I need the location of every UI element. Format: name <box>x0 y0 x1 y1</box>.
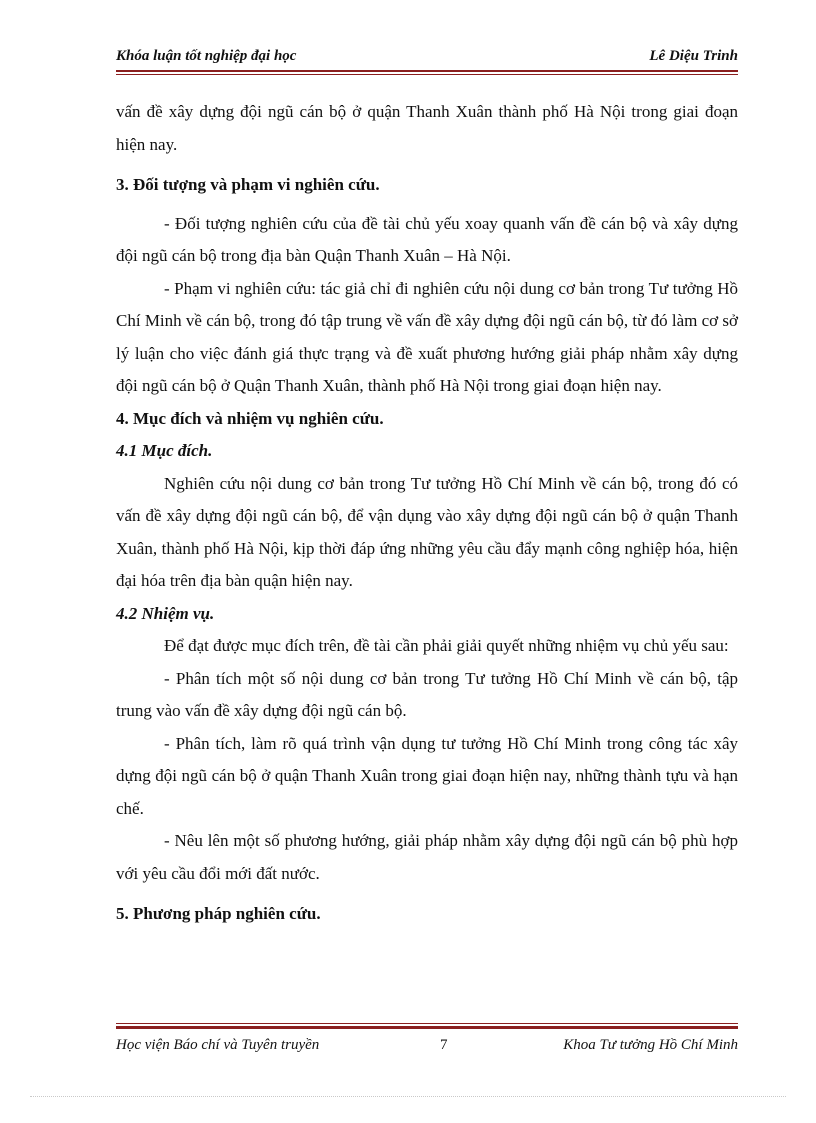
footer-faculty: Khoa Tư tưởng Hồ Chí Minh <box>563 1037 738 1053</box>
page-header <box>116 48 738 70</box>
heading-section-4-1: 4.1 Mục đích. <box>116 441 213 460</box>
paragraph-task-1: - Phân tích một số nội dung cơ bản trong Tư tưởng Hồ Chí Minh về cán bộ, tập trung vào vấn đề xây dựng đội ngũ cán bộ. <box>116 668 738 720</box>
header-rule-thin <box>116 74 738 75</box>
heading-section-4-2: 4.2 Nhiệm vụ. <box>116 603 215 623</box>
page-number: 7 <box>440 1037 448 1053</box>
paragraph-purpose: Nghiên cứu nội dung cơ bản trong Tư tưởng Hồ Chí Minh về cán bộ, trong đó có vấn đề xây dựng đội ngũ cán bộ, để vận dụng vào xây dựng đội ngũ cán bộ ở quận Thanh Xuân, thành phố Hà Nội, kịp thời đáp ứng những yêu cầu đẩy mạnh công nghiệp hóa, hiện đại hóa trên địa bàn quận hiện nay. <box>116 473 738 590</box>
paragraph-intro-continued: vấn đề xây dựng đội ngũ cán bộ ở quận Thanh Xuân thành phố Hà Nội trong giai đoạn hiện nay. <box>116 102 738 154</box>
paragraph-task-3: - Nêu lên một số phương hướng, giải pháp nhằm xây dựng đội ngũ cán bộ phù hợp với yêu cầu đổi mới đất nước. <box>116 831 738 883</box>
paragraph-tasks-intro: Để đạt được mục đích trên, đề tài cần phải giải quyết những nhiệm vụ chủ yếu sau: <box>164 636 729 655</box>
footer-rule-thin <box>116 1023 738 1024</box>
page-break-divider <box>30 1096 786 1097</box>
heading-section-5: 5. Phương pháp nghiên cứu. <box>116 904 321 923</box>
paragraph-research-scope: - Phạm vi nghiên cứu: tác giả chỉ đi nghiên cứu nội dung cơ bản trong Tư tưởng Hồ Chí Minh về cán bộ, trong đó tập trung về vấn đề xây dựng đội ngũ cán bộ, từ đó làm cơ sở lý luận cho việc đánh giá thực trạng và đề xuất phương hướng giải pháp nhằm xây dựng đội ngũ cán bộ ở Quận Thanh Xuân, thành phố Hà Nội trong giai đoạn hiện nay. <box>116 278 738 395</box>
footer-rule <box>116 1026 738 1029</box>
paragraph-task-2: - Phân tích, làm rõ quá trình vận dụng tư tưởng Hồ Chí Minh trong công tác xây dựng đội ngũ cán bộ ở quận Thanh Xuân trong giai đoạn hiện nay, những thành tựu và hạn chế. <box>116 733 738 818</box>
heading-section-4: 4. Mục đích và nhiệm vụ nghiên cứu. <box>116 408 384 428</box>
header-title: Khóa luận tốt nghiệp đại học <box>116 48 297 64</box>
page-body <box>116 96 738 931</box>
header-author: Lê Diệu Trinh <box>649 48 738 64</box>
header-rule <box>116 70 738 72</box>
heading-section-3: 3. Đối tượng và phạm vi nghiên cứu. <box>116 175 380 194</box>
page-footer <box>116 1037 738 1059</box>
paragraph-research-object: - Đối tượng nghiên cứu của đề tài chủ yếu xoay quanh vấn đề cán bộ và xây dựng đội ngũ cán bộ trong địa bàn Quận Thanh Xuân – Hà Nội. <box>116 213 738 265</box>
footer-institution: Học viện Báo chí và Tuyên truyền <box>116 1037 320 1053</box>
